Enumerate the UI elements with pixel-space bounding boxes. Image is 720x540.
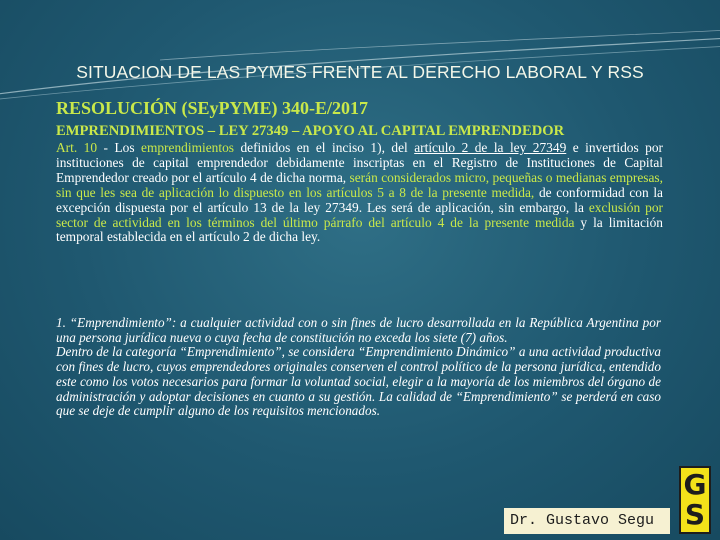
resolution-heading: RESOLUCIÓN (SEyPYME) 340-E/2017: [56, 98, 369, 118]
article-text-5: y la limitación temporal establecida en el artículo 2 de dicha ley.: [56, 214, 663, 245]
article-text-4: de conformidad con la excepción dispuesta por el artículo 13 de la ley 27349. Les será de aplicación, sin embargo, la: [56, 184, 663, 215]
article-text-3: e invertidos por instituciones de capital emprendedor debidamente inscriptas en el Registro de Instituciones de Capital Emprendedor creado por el artículo 4 de dicha norma,: [56, 140, 664, 185]
article-text-2: definidos en el inciso 1), del: [233, 140, 415, 155]
definition-emprendimiento: 1. “Emprendimiento”: a cualquier actividad con o sin fines de lucro desarrollada en la República Argentina por una persona jurídica nueva o cuya fecha de constitución no exceda los siete (7) años.: [56, 315, 661, 345]
author-signature: Dr. Gustavo Segu: [504, 508, 670, 534]
logo-letter-s: S: [684, 498, 706, 531]
article-10-paragraph: [56, 141, 663, 245]
gs-logo: [679, 466, 711, 534]
article-text-1: - Los: [97, 140, 141, 155]
article-highlight-emprendimientos: emprendimientos: [141, 140, 234, 155]
article-law-reference: artículo 2 de la ley 27349: [414, 140, 567, 155]
slide-title: SITUACION DE LAS PYMES FRENTE AL DERECHO LABORAL Y RSS: [76, 62, 644, 82]
article-label: Art. 10: [56, 140, 98, 155]
definition-emprendimiento-dinamico: Dentro de la categoría “Emprendimiento”, se considera “Emprendimiento Dinámico” a una actividad productiva con fines de lucro, cuyos emprendedores originales conserven el control político de la persona jurídica, entendido este como los votos necesarios para formar la voluntad social, elegir a la mayoría de los miembros del órgano de administración y adoptar decisiones en cuanto a su gestión. La calidad de “Emprendimiento” se perderá en caso que se deje de cumplir alguno de los requisitos mencionados.: [56, 344, 661, 419]
article-highlight-classification: serán considerados micro, pequeñas o medianas empresas, sin que les sea de aplicación lo dispuesto en los artículos 5 a 8 de la presente medida,: [56, 169, 663, 200]
logo-letter-g: G: [683, 468, 707, 501]
article-highlight-exclusion: exclusión por sector de actividad en los términos del último párrafo del artículo 4 de la presente medida: [56, 199, 663, 230]
section-heading: EMPRENDIMIENTOS – LEY 27349 – APOYO AL CAPITAL EMPRENDEDOR: [56, 123, 565, 139]
definitions-block: [56, 316, 661, 419]
